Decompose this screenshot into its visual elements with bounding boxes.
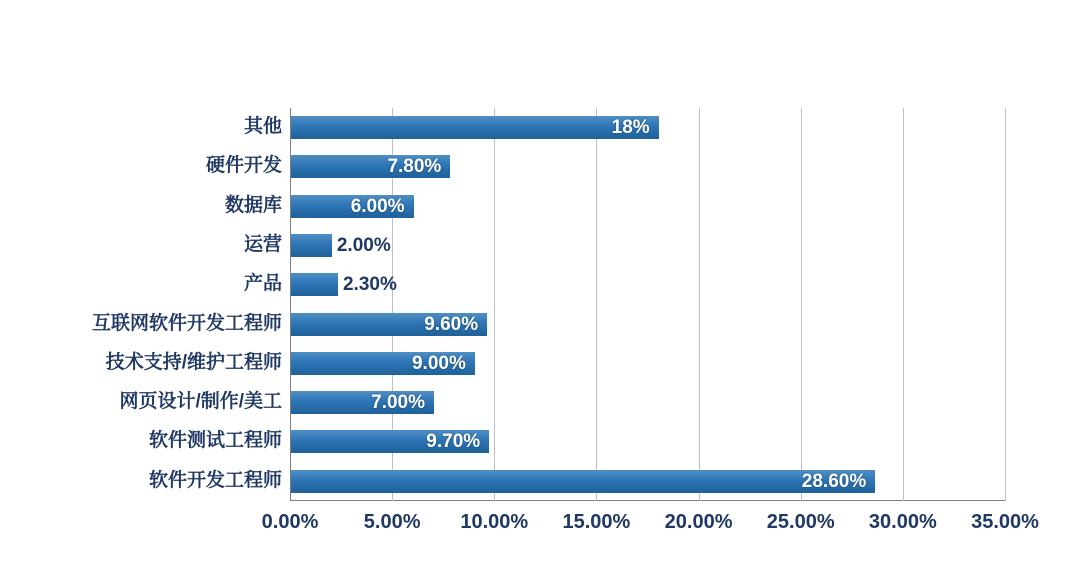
bar-value-label: 7.80% [387,156,442,178]
bar-0[interactable] [291,116,659,139]
category-label: 技术支持/维护工程师 [105,351,282,373]
bar-row [290,187,1005,226]
category-label: 产品 [243,273,282,295]
x-tick-label: 35.00% [971,511,1039,533]
category-label: 网页设计/制作/美工 [119,391,282,413]
bar-value-label: 9.70% [426,431,481,453]
x-tick-label: 30.00% [868,511,937,533]
bar-9[interactable] [291,470,875,493]
bar-row [290,108,1005,147]
bar-row [290,383,1005,422]
bar-row [290,462,1005,501]
category-label: 数据库 [224,194,282,216]
x-tick-label: 5.00% [363,511,421,533]
bar-4[interactable] [291,273,338,296]
category-label: 硬件开发 [205,155,282,177]
x-tick-label: 10.00% [460,511,529,533]
bar-value-label: 28.60% [801,470,867,492]
bar-row [290,305,1005,344]
x-tick-label: 0.00% [261,511,319,533]
bar-value-label: 2.30% [342,274,397,296]
grid-line [1005,108,1006,501]
bar-value-label: 9.00% [411,352,466,374]
bar-value-label: 6.00% [350,195,405,217]
bar-value-label: 18% [611,117,650,138]
bar-row [290,147,1005,186]
bar-value-label: 7.00% [371,392,425,414]
bar-value-label: 2.00% [336,234,391,256]
category-axis [0,108,290,501]
category-label: 其他 [243,116,282,137]
category-label: 运营 [243,233,282,255]
x-tick-label: 20.00% [664,511,733,533]
category-label: 软件测试工程师 [148,430,282,452]
bar-row [290,344,1005,383]
bar-row [290,226,1005,265]
x-axis-tick-labels [261,505,1039,545]
bar-value-label: 9.60% [424,313,479,335]
bar-3[interactable] [291,234,332,257]
bar-row [290,422,1005,461]
x-tick-label: 25.00% [766,511,835,533]
category-label: 软件开发工程师 [148,469,282,491]
x-tick-label: 15.00% [562,511,631,533]
plot-area [290,108,1005,501]
category-label: 互联网软件开发工程师 [91,312,282,334]
bar-row [290,265,1005,304]
